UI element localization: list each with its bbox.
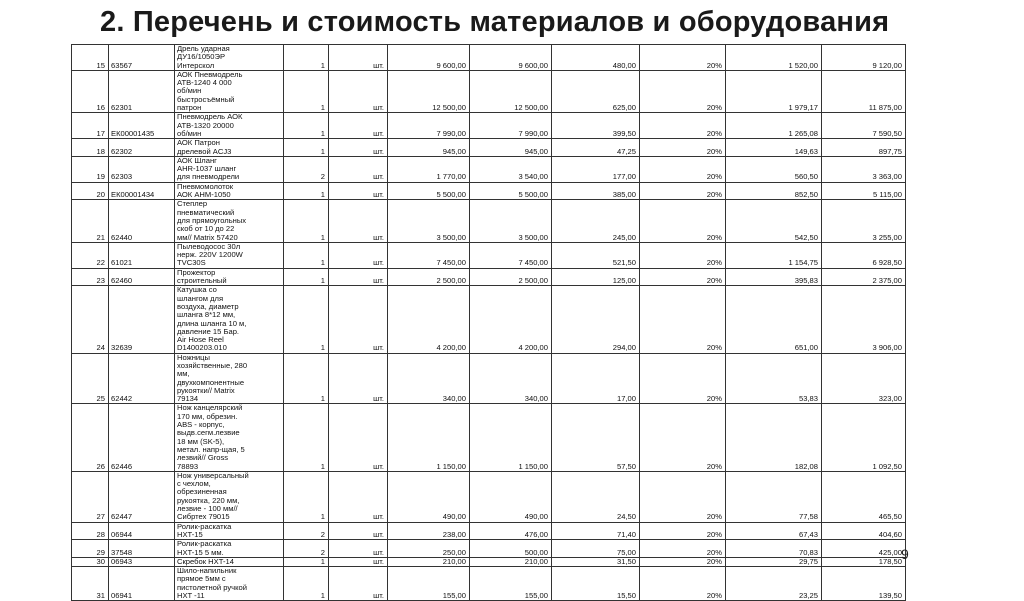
vat-amount-cell: 852,50 [726,182,822,200]
row-number-cell: 20 [72,182,109,200]
total-cell: 1 092,50 [822,404,906,471]
unit-price-cell: 1 150,00 [388,404,470,471]
vat-percent-cell: 20% [640,182,726,200]
item-name-cell: Нож канцелярский 170 мм, обрезин. ABS - корпус, выдв.сегм.лезвие 18 мм (SK-5), метал. напр-щая, 5 лезвий// Gross 78893 [175,404,284,471]
vat-amount-cell: 651,00 [726,286,822,353]
vat-percent-cell: 20% [640,404,726,471]
table-row [72,268,906,286]
unit-cell: шт. [329,557,388,566]
vat-percent-cell: 20% [640,139,726,157]
vat-amount-cell: 70,83 [726,540,822,558]
vat-percent-cell: 20% [640,557,726,566]
unit-price-cell: 238,00 [388,522,470,540]
unit-cell: шт. [329,70,388,112]
unit-cell: шт. [329,286,388,353]
unit-price-cell: 7 450,00 [388,242,470,268]
row-number-cell: 27 [72,471,109,522]
table-row [72,45,906,71]
unit-cell: шт. [329,200,388,242]
vat-percent-cell: 20% [640,567,726,601]
materials-table [71,44,906,601]
unit-cell: шт. [329,471,388,522]
total-cell: 11 875,00 [822,70,906,112]
unit-price-cell: 3 500,00 [388,200,470,242]
amount-cell: 15,50 [552,567,640,601]
item-name-cell: Пневмодрель АОК АТВ-1320 20000 об/мин [175,113,284,139]
unit-cell: шт. [329,404,388,471]
item-code-cell: 06944 [109,522,175,540]
item-code-cell: 37548 [109,540,175,558]
row-number-cell: 16 [72,70,109,112]
item-code-cell: 62301 [109,70,175,112]
amount-cell: 245,00 [552,200,640,242]
amount-cell: 125,00 [552,268,640,286]
quantity-cell: 1 [284,200,329,242]
unit-cell: шт. [329,242,388,268]
item-code-cell: ЕК00001435 [109,113,175,139]
item-code-cell: 32639 [109,286,175,353]
total-cell: 2 375,00 [822,268,906,286]
total-cell: 425,00 [822,540,906,558]
unit-cell: шт. [329,522,388,540]
slide-title: 2. Перечень и стоимость материалов и оборудования [100,6,890,38]
row-number-cell: 15 [72,45,109,71]
item-code-cell: 62303 [109,156,175,182]
amount-cell: 31,50 [552,557,640,566]
page-number: 9 [901,546,909,562]
total-cell: 323,00 [822,353,906,404]
quantity-cell: 1 [284,182,329,200]
vat-percent-cell: 20% [640,540,726,558]
quantity-cell: 1 [284,471,329,522]
sum-cell: 4 200,00 [470,286,552,353]
vat-percent-cell: 20% [640,70,726,112]
item-code-cell: 62302 [109,139,175,157]
total-cell: 3 363,00 [822,156,906,182]
unit-cell: шт. [329,353,388,404]
total-cell: 3 906,00 [822,286,906,353]
unit-cell: шт. [329,182,388,200]
quantity-cell: 1 [284,268,329,286]
row-number-cell: 26 [72,404,109,471]
sum-cell: 7 990,00 [470,113,552,139]
materials-table-body [72,45,906,601]
unit-price-cell: 4 200,00 [388,286,470,353]
item-name-cell: Нож универсальный с чехлом, обрезиненная рукоятка, 220 мм, лезвие - 100 мм// Сибртех 79015 [175,471,284,522]
item-name-cell: Ролик-раскатка HXT-15 [175,522,284,540]
vat-percent-cell: 20% [640,45,726,71]
table-row [72,200,906,242]
row-number-cell: 17 [72,113,109,139]
quantity-cell: 1 [284,242,329,268]
table-row [72,567,906,601]
sum-cell: 2 500,00 [470,268,552,286]
sum-cell: 7 450,00 [470,242,552,268]
vat-amount-cell: 1 979,17 [726,70,822,112]
unit-cell: шт. [329,139,388,157]
item-code-cell: 62440 [109,200,175,242]
vat-amount-cell: 395,83 [726,268,822,286]
item-code-cell: 06941 [109,567,175,601]
row-number-cell: 31 [72,567,109,601]
amount-cell: 71,40 [552,522,640,540]
table-row [72,353,906,404]
vat-amount-cell: 542,50 [726,200,822,242]
vat-amount-cell: 23,25 [726,567,822,601]
amount-cell: 177,00 [552,156,640,182]
item-code-cell: 62446 [109,404,175,471]
quantity-cell: 1 [284,139,329,157]
item-name-cell: Скребок HXT-14 [175,557,284,566]
amount-cell: 625,00 [552,70,640,112]
sum-cell: 9 600,00 [470,45,552,71]
sum-cell: 476,00 [470,522,552,540]
sum-cell: 945,00 [470,139,552,157]
sum-cell: 500,00 [470,540,552,558]
unit-price-cell: 340,00 [388,353,470,404]
vat-percent-cell: 20% [640,156,726,182]
vat-amount-cell: 560,50 [726,156,822,182]
total-cell: 139,50 [822,567,906,601]
vat-amount-cell: 149,63 [726,139,822,157]
vat-percent-cell: 20% [640,200,726,242]
row-number-cell: 25 [72,353,109,404]
quantity-cell: 1 [284,113,329,139]
quantity-cell: 2 [284,156,329,182]
row-number-cell: 22 [72,242,109,268]
table-row [72,242,906,268]
item-name-cell: Прожектор строительный [175,268,284,286]
item-name-cell: Катушка со шлангом для воздуха, диаметр шланга 8*12 мм, длина шланга 10 м, давление 15 Бар. Air Hose Reel D1400203.010 [175,286,284,353]
item-name-cell: АОК Шланг AHR-1037 шланг для пневмодрели [175,156,284,182]
total-cell: 404,60 [822,522,906,540]
quantity-cell: 1 [284,286,329,353]
amount-cell: 385,00 [552,182,640,200]
materials-table-container [71,44,905,600]
sum-cell: 12 500,00 [470,70,552,112]
total-cell: 178,50 [822,557,906,566]
item-code-cell: ЕК00001434 [109,182,175,200]
vat-percent-cell: 20% [640,522,726,540]
row-number-cell: 29 [72,540,109,558]
table-row [72,404,906,471]
item-name-cell: АОК Пневмодрель АТВ-1240 4 000 об/мин быстросъёмный патрон [175,70,284,112]
item-code-cell: 06943 [109,557,175,566]
vat-amount-cell: 29,75 [726,557,822,566]
table-row [72,156,906,182]
quantity-cell: 1 [284,404,329,471]
unit-price-cell: 12 500,00 [388,70,470,112]
item-code-cell: 62460 [109,268,175,286]
sum-cell: 155,00 [470,567,552,601]
vat-amount-cell: 1 154,75 [726,242,822,268]
item-name-cell: АОК Патрон дрелевой ACJ3 [175,139,284,157]
quantity-cell: 2 [284,522,329,540]
item-name-cell: Ролик-раскатка HXT-15 5 мм. [175,540,284,558]
vat-percent-cell: 20% [640,242,726,268]
total-cell: 3 255,00 [822,200,906,242]
sum-cell: 340,00 [470,353,552,404]
vat-amount-cell: 67,43 [726,522,822,540]
item-name-cell: Дрель ударная ДУ16/1050ЭР Интерскол [175,45,284,71]
sum-cell: 1 150,00 [470,404,552,471]
vat-amount-cell: 1 265,08 [726,113,822,139]
table-row [72,182,906,200]
unit-cell: шт. [329,268,388,286]
amount-cell: 24,50 [552,471,640,522]
vat-amount-cell: 1 520,00 [726,45,822,71]
table-row [72,540,906,558]
item-code-cell: 62447 [109,471,175,522]
total-cell: 897,75 [822,139,906,157]
quantity-cell: 1 [284,45,329,71]
row-number-cell: 18 [72,139,109,157]
vat-amount-cell: 182,08 [726,404,822,471]
row-number-cell: 28 [72,522,109,540]
quantity-cell: 1 [284,70,329,112]
amount-cell: 480,00 [552,45,640,71]
vat-percent-cell: 20% [640,471,726,522]
vat-amount-cell: 53,83 [726,353,822,404]
total-cell: 7 590,50 [822,113,906,139]
item-name-cell: Шило-напильник прямое 5мм с пистолетной ручкой HXT -11 [175,567,284,601]
total-cell: 465,50 [822,471,906,522]
quantity-cell: 1 [284,353,329,404]
total-cell: 6 928,50 [822,242,906,268]
row-number-cell: 19 [72,156,109,182]
item-code-cell: 62442 [109,353,175,404]
unit-cell: шт. [329,156,388,182]
unit-price-cell: 7 990,00 [388,113,470,139]
total-cell: 9 120,00 [822,45,906,71]
amount-cell: 47,25 [552,139,640,157]
row-number-cell: 23 [72,268,109,286]
unit-price-cell: 5 500,00 [388,182,470,200]
sum-cell: 3 500,00 [470,200,552,242]
vat-percent-cell: 20% [640,113,726,139]
sum-cell: 490,00 [470,471,552,522]
vat-percent-cell: 20% [640,286,726,353]
sum-cell: 210,00 [470,557,552,566]
unit-cell: шт. [329,45,388,71]
unit-price-cell: 9 600,00 [388,45,470,71]
item-name-cell: Степлер пневматический для прямоугольных скоб от 10 до 22 мм// Matrix 57420 [175,200,284,242]
unit-cell: шт. [329,567,388,601]
unit-price-cell: 250,00 [388,540,470,558]
total-cell: 5 115,00 [822,182,906,200]
item-code-cell: 63567 [109,45,175,71]
item-name-cell: Пылеводосос 30л нерж. 220V 1200W TVC30S [175,242,284,268]
amount-cell: 17,00 [552,353,640,404]
amount-cell: 399,50 [552,113,640,139]
table-row [72,70,906,112]
unit-price-cell: 490,00 [388,471,470,522]
amount-cell: 75,00 [552,540,640,558]
vat-amount-cell: 77,58 [726,471,822,522]
unit-price-cell: 155,00 [388,567,470,601]
vat-percent-cell: 20% [640,268,726,286]
table-row [72,471,906,522]
quantity-cell: 2 [284,540,329,558]
sum-cell: 3 540,00 [470,156,552,182]
unit-cell: шт. [329,540,388,558]
quantity-cell: 1 [284,557,329,566]
amount-cell: 294,00 [552,286,640,353]
unit-price-cell: 2 500,00 [388,268,470,286]
unit-cell: шт. [329,113,388,139]
item-code-cell: 61021 [109,242,175,268]
row-number-cell: 30 [72,557,109,566]
vat-percent-cell: 20% [640,353,726,404]
unit-price-cell: 1 770,00 [388,156,470,182]
row-number-cell: 24 [72,286,109,353]
sum-cell: 5 500,00 [470,182,552,200]
unit-price-cell: 210,00 [388,557,470,566]
amount-cell: 57,50 [552,404,640,471]
unit-price-cell: 945,00 [388,139,470,157]
quantity-cell: 1 [284,567,329,601]
table-row [72,522,906,540]
table-row [72,139,906,157]
item-name-cell: Ножницы хозяйственные, 280 мм, двухкомпонентные рукоятки// Matrix 79134 [175,353,284,404]
table-row [72,113,906,139]
amount-cell: 521,50 [552,242,640,268]
table-row [72,286,906,353]
item-name-cell: Пневмомолоток АОК AHM-1050 [175,182,284,200]
row-number-cell: 21 [72,200,109,242]
